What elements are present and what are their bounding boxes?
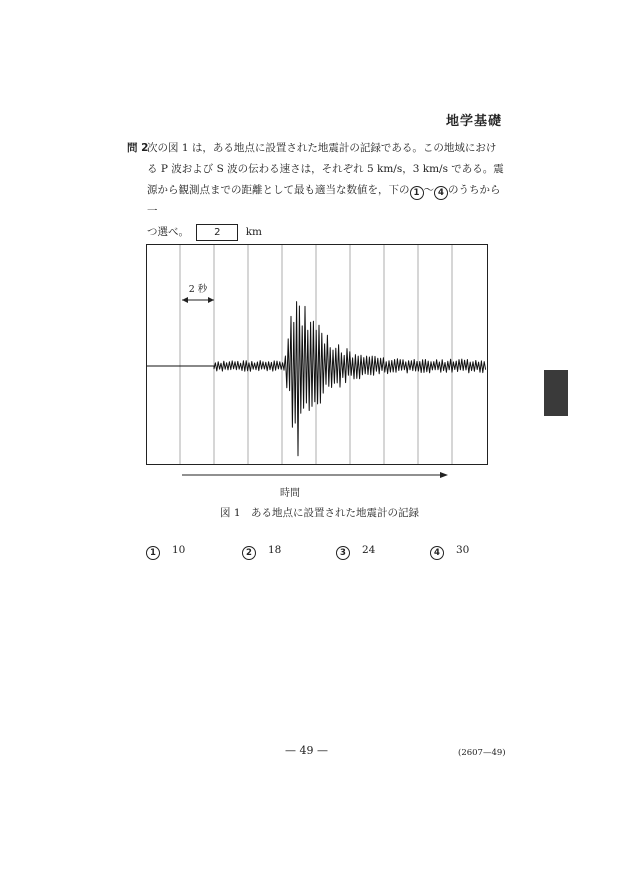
question-line-3 <box>147 180 507 222</box>
question-line-2: る P 波および S 波の伝わる速さは，それぞれ 5 km/s，3 km/s である。震 <box>147 163 504 175</box>
figure-caption: 図 1 ある地点に設置された地震計の記録 <box>220 507 420 519</box>
choice-1[interactable] <box>146 544 185 560</box>
range-separator: ～ <box>423 184 434 196</box>
question-line-4-text: つ選べ。 <box>147 226 189 238</box>
choice-2-value: 18 <box>268 544 282 556</box>
answer-choices <box>146 544 486 564</box>
choice-2-number: 2 <box>242 546 256 560</box>
time-axis-label: 時間 <box>280 488 300 499</box>
seismogram-figure <box>146 244 490 484</box>
question-number: 問 2 <box>127 142 149 154</box>
interval-label: 2 秒 <box>188 284 208 295</box>
choice-3-value: 24 <box>362 544 376 556</box>
choice-4-value: 30 <box>456 544 470 556</box>
choice-4-number: 4 <box>430 546 444 560</box>
time-arrow <box>182 472 448 478</box>
page-number: — 49 — <box>285 744 328 757</box>
range-end-number: 4 <box>434 186 448 200</box>
choice-1-value: 10 <box>172 544 186 556</box>
question-text <box>147 138 507 243</box>
choice-4[interactable] <box>430 544 469 560</box>
choice-3-number: 3 <box>336 546 350 560</box>
question-line-1: 次の図 1 は，ある地点に設置された地震計の記録である。この地域におけ <box>147 142 497 154</box>
subject-title: 地学基礎 <box>445 114 502 129</box>
question-block <box>127 138 507 243</box>
choice-3[interactable] <box>336 544 375 560</box>
question-line-3-start: 源から観測点までの距離として最も適当な数値を，下の <box>147 184 410 196</box>
question-line-3-end: のうちから一 <box>147 184 501 217</box>
choice-2[interactable] <box>242 544 281 560</box>
answer-box: 2 <box>196 224 238 241</box>
answer-unit: km <box>245 226 263 238</box>
range-start-number: 1 <box>410 186 424 200</box>
section-tab <box>544 370 568 416</box>
question-line-4 <box>147 222 507 243</box>
document-code: (2607—49) <box>458 748 506 758</box>
choice-1-number: 1 <box>146 546 160 560</box>
